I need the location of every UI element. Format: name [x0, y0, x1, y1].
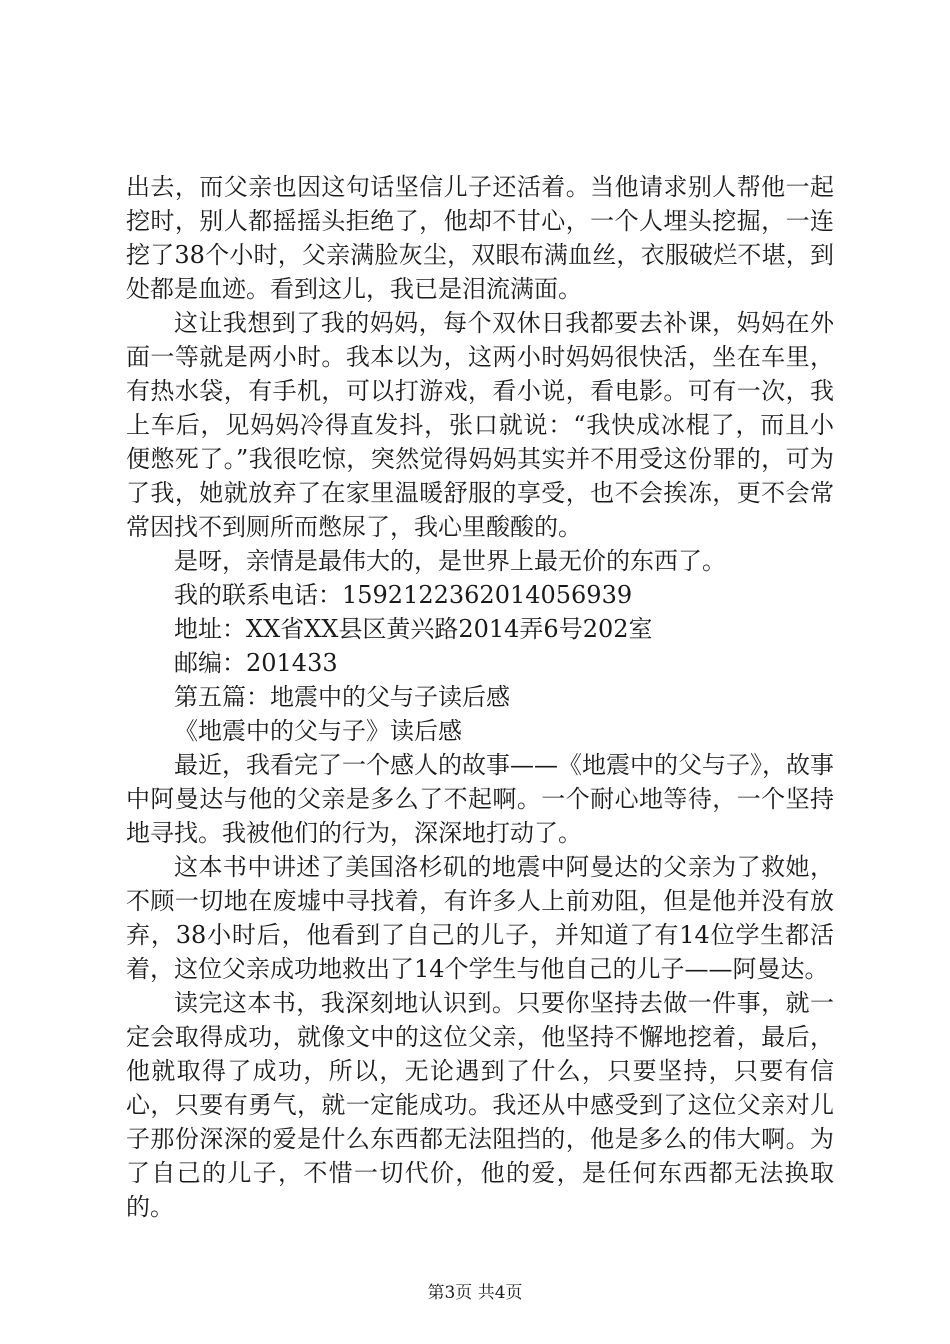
paragraph-mother: 这让我想到了我的妈妈，每个双休日我都要去补课，妈妈在外面一等就是两小时。我本以为，这两小时妈妈很快活，坐在车里，有热水袋，有手机，可以打游戏，看小说，看电影。可有一次，我上车后，见妈妈冷得直发抖，张口就说：“我快成冰棍了，而且小便憋死了。”我很吃惊，突然觉得妈妈其实并不用受这份罪的，可为了我，她就放弃了在家里温暖舒服的享受，也不会挨冻，更不会常常因找不到厕所而憋尿了，我心里酸酸的。 — [126, 309, 834, 541]
paragraph-family-love: 是呀，亲情是最伟大的，是世界上最无价的东西了。 — [174, 547, 726, 575]
document-body — [126, 170, 834, 1224]
article-title: 《地震中的父与子》读后感 — [174, 717, 462, 745]
paragraph-reflection: 读完这本书，我深刻地认识到。只要你坚持去做一件事，就一定会取得成功，就像文中的这位父亲，他坚持不懈地挖着，最后，他就取得了成功，所以，无论遇到了什么，只要坚持，只要有信心，只要有勇气，就一定能成功。我还从中感受到了这位父亲对儿子那份深深的爱是什么东西都无法阻挡的，他是多么的伟大啊。为了自己的儿子，不惜一切代价，他的爱，是任何东西都无法换取的。 — [126, 989, 834, 1221]
page-number-footer: 第3页 共4页 — [427, 1283, 523, 1303]
contact-postcode: 邮编：201433 — [174, 649, 338, 677]
paragraph-intro: 最近，我看完了一个感人的故事——《地震中的父与子》，故事中阿曼达与他的父亲是多么了不起啊。一个耐心地等待，一个坚持地寻找。我被他们的行为，深深地打动了。 — [126, 751, 834, 847]
paragraph-continuation: 出去，而父亲也因这句话坚信儿子还活着。当他请求别人帮他一起挖时，别人都摇摇头拒绝了，他却不甘心，一个人埋头挖掘，一连挖了38个小时，父亲满脸灰尘，双眼布满血丝，衣服破烂不堪，到处都是血迹。看到这儿，我已是泪流满面。 — [126, 173, 834, 303]
contact-phone: 我的联系电话：15921223620140569​39 — [174, 581, 633, 609]
section-heading: 第五篇：地震中的父与子读后感 — [174, 683, 510, 711]
paragraph-story: 这本书中讲述了美国洛杉矶的地震中阿曼达的父亲为了救她，不顾一切地在废墟中寻找着，有许多人上前劝阻，但是他并没有放弃，38小时后，他看到了自己的儿子，并知道了有14位学生都活着，这位父亲成功地救出了14个学生与他自己的儿子——阿曼达。 — [126, 853, 834, 983]
contact-address: 地址：XX省XX县区黄兴路2014弄6号202室 — [174, 615, 653, 643]
